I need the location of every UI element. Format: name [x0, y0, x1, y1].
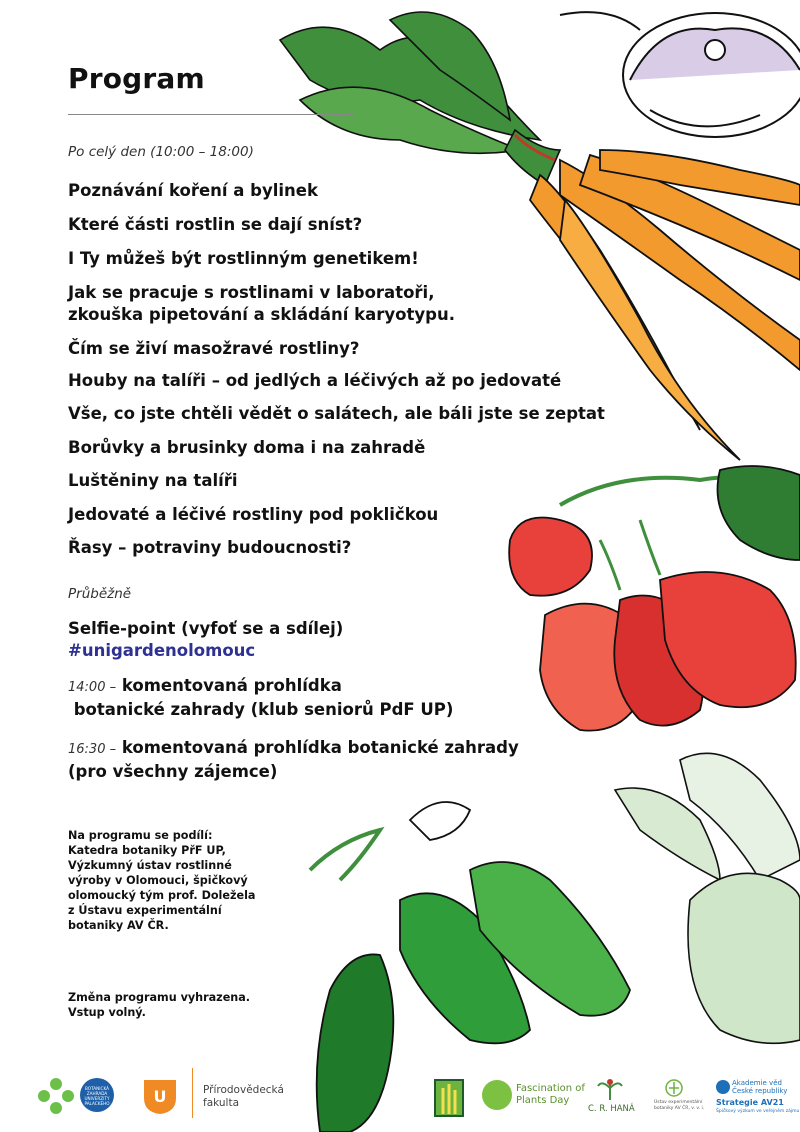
- av-strategy-text: Strategie AV21: [716, 1098, 784, 1107]
- botanical-garden-logo: [36, 1076, 76, 1116]
- av-logo-icon: [716, 1080, 730, 1094]
- tour-title: komentovaná prohlídka: [121, 676, 342, 695]
- program-item: Houby na talíři – od jedlých a léčivých až po jedovaté: [68, 371, 562, 390]
- university-logo: [140, 1076, 180, 1116]
- participants-line: olomoucký tým prof. Doležela: [68, 889, 256, 902]
- program-item: Luštěniny na talíři: [68, 471, 238, 490]
- botanical-garden-badge: [80, 1078, 114, 1112]
- faculty-name: [203, 1084, 284, 1110]
- program-item: Jak se pracuje s rostlinami v laboratoři,: [68, 283, 435, 302]
- tour-subtitle: (pro všechny zájemce): [68, 762, 278, 781]
- av-line: České republiky: [732, 1087, 788, 1095]
- crhana-logo-text: C. R. HANÁ: [588, 1104, 635, 1114]
- hashtag: #unigardenolomouc: [68, 641, 256, 660]
- program-item: Řasy – potraviny budoucnosti?: [68, 538, 352, 557]
- page-title: Program: [68, 62, 205, 95]
- av-strategy-subtitle: Špičkový výzkum ve veřejném zájmu: [716, 1109, 800, 1114]
- tour-time: 16:30 –: [68, 742, 117, 757]
- participants-note: [68, 828, 268, 933]
- fascination-line: Plants Day: [516, 1095, 570, 1106]
- tour-title: komentovaná prohlídka botanické zahrady: [121, 738, 519, 757]
- strawberries-illustration: [509, 466, 800, 731]
- program-item: I Ty můžeš být rostlinným genetikem!: [68, 249, 419, 268]
- tour-time: 14:00 –: [68, 680, 117, 695]
- crhana-logo-icon: [590, 1078, 630, 1102]
- title-divider: [68, 114, 354, 115]
- notice: [68, 990, 288, 1020]
- tour-subtitle: botanické zahrady (klub seniorů PdF UP): [68, 700, 454, 719]
- fascination-logo-text: [516, 1083, 585, 1107]
- participants-line: z Ústavu experimentální: [68, 904, 222, 917]
- fascination-logo-icon: [482, 1080, 512, 1110]
- program-item: Které části rostlin se dají sníst?: [68, 215, 363, 234]
- garden-text: PALACKÉHO: [84, 1101, 110, 1106]
- program-item: Čím se živí masožravé rostliny?: [68, 339, 360, 358]
- carrot-leaves-illustration: [280, 12, 560, 185]
- ueb-line: Ústav experimentální: [654, 1100, 703, 1105]
- program-item: Vše, co jste chtěli vědět o salátech, ale báli jste se zeptat: [68, 404, 605, 423]
- garlic-illustration: [560, 12, 800, 137]
- garden-text: ZAHRADA: [86, 1091, 108, 1096]
- garden-text: UNIVERZITY: [84, 1096, 110, 1101]
- program-item: Jedovaté a léčivé rostliny pod pokličkou: [68, 505, 439, 524]
- av-line: Akademie věd: [732, 1079, 782, 1087]
- notice-line: Změna programu vyhrazena.: [68, 991, 251, 1004]
- svg-text:U: U: [153, 1087, 167, 1106]
- all-day-label: Po celý den (10:00 – 18:00): [68, 144, 254, 160]
- program-item: Poznávání koření a bylinek: [68, 181, 318, 200]
- fascination-line: Fascination of: [516, 1083, 585, 1094]
- program-item: zkouška pipetování a skládání karyotypu.: [68, 305, 455, 324]
- participants-line: výroby v Olomouci, špičkový: [68, 874, 248, 887]
- selfie-point: [68, 618, 343, 662]
- logo-divider: [192, 1068, 193, 1118]
- av-logo-text: [732, 1079, 787, 1095]
- ueb-line: botaniky AV ČR, v. v. i.: [654, 1106, 705, 1111]
- notice-line: Vstup volný.: [68, 1006, 146, 1019]
- faculty-line: fakulta: [203, 1097, 240, 1109]
- participants-line: Katedra botaniky PřF UP,: [68, 844, 226, 857]
- ongoing-label: Průběžně: [68, 586, 132, 602]
- tour-everyone: [68, 737, 519, 783]
- garden-text: BOTANICKÁ: [84, 1086, 110, 1091]
- participants-line: Na programu se podílí:: [68, 829, 213, 842]
- ueb-logo-icon: [656, 1078, 692, 1098]
- participants-line: Výzkumný ústav rostlinné: [68, 859, 232, 872]
- research-institute-logo: [433, 1078, 465, 1118]
- ueb-logo-text: [654, 1100, 704, 1112]
- faculty-line: Přírodovědecká: [203, 1084, 284, 1096]
- kohlrabi-illustration: [615, 753, 800, 1043]
- tour-seniors: [68, 675, 453, 721]
- participants-line: botaniky AV ČR.: [68, 919, 169, 932]
- program-item: Borůvky a brusinky doma i na zahradě: [68, 438, 426, 457]
- selfie-text: Selfie-point (vyfoť se a sdílej): [68, 619, 344, 638]
